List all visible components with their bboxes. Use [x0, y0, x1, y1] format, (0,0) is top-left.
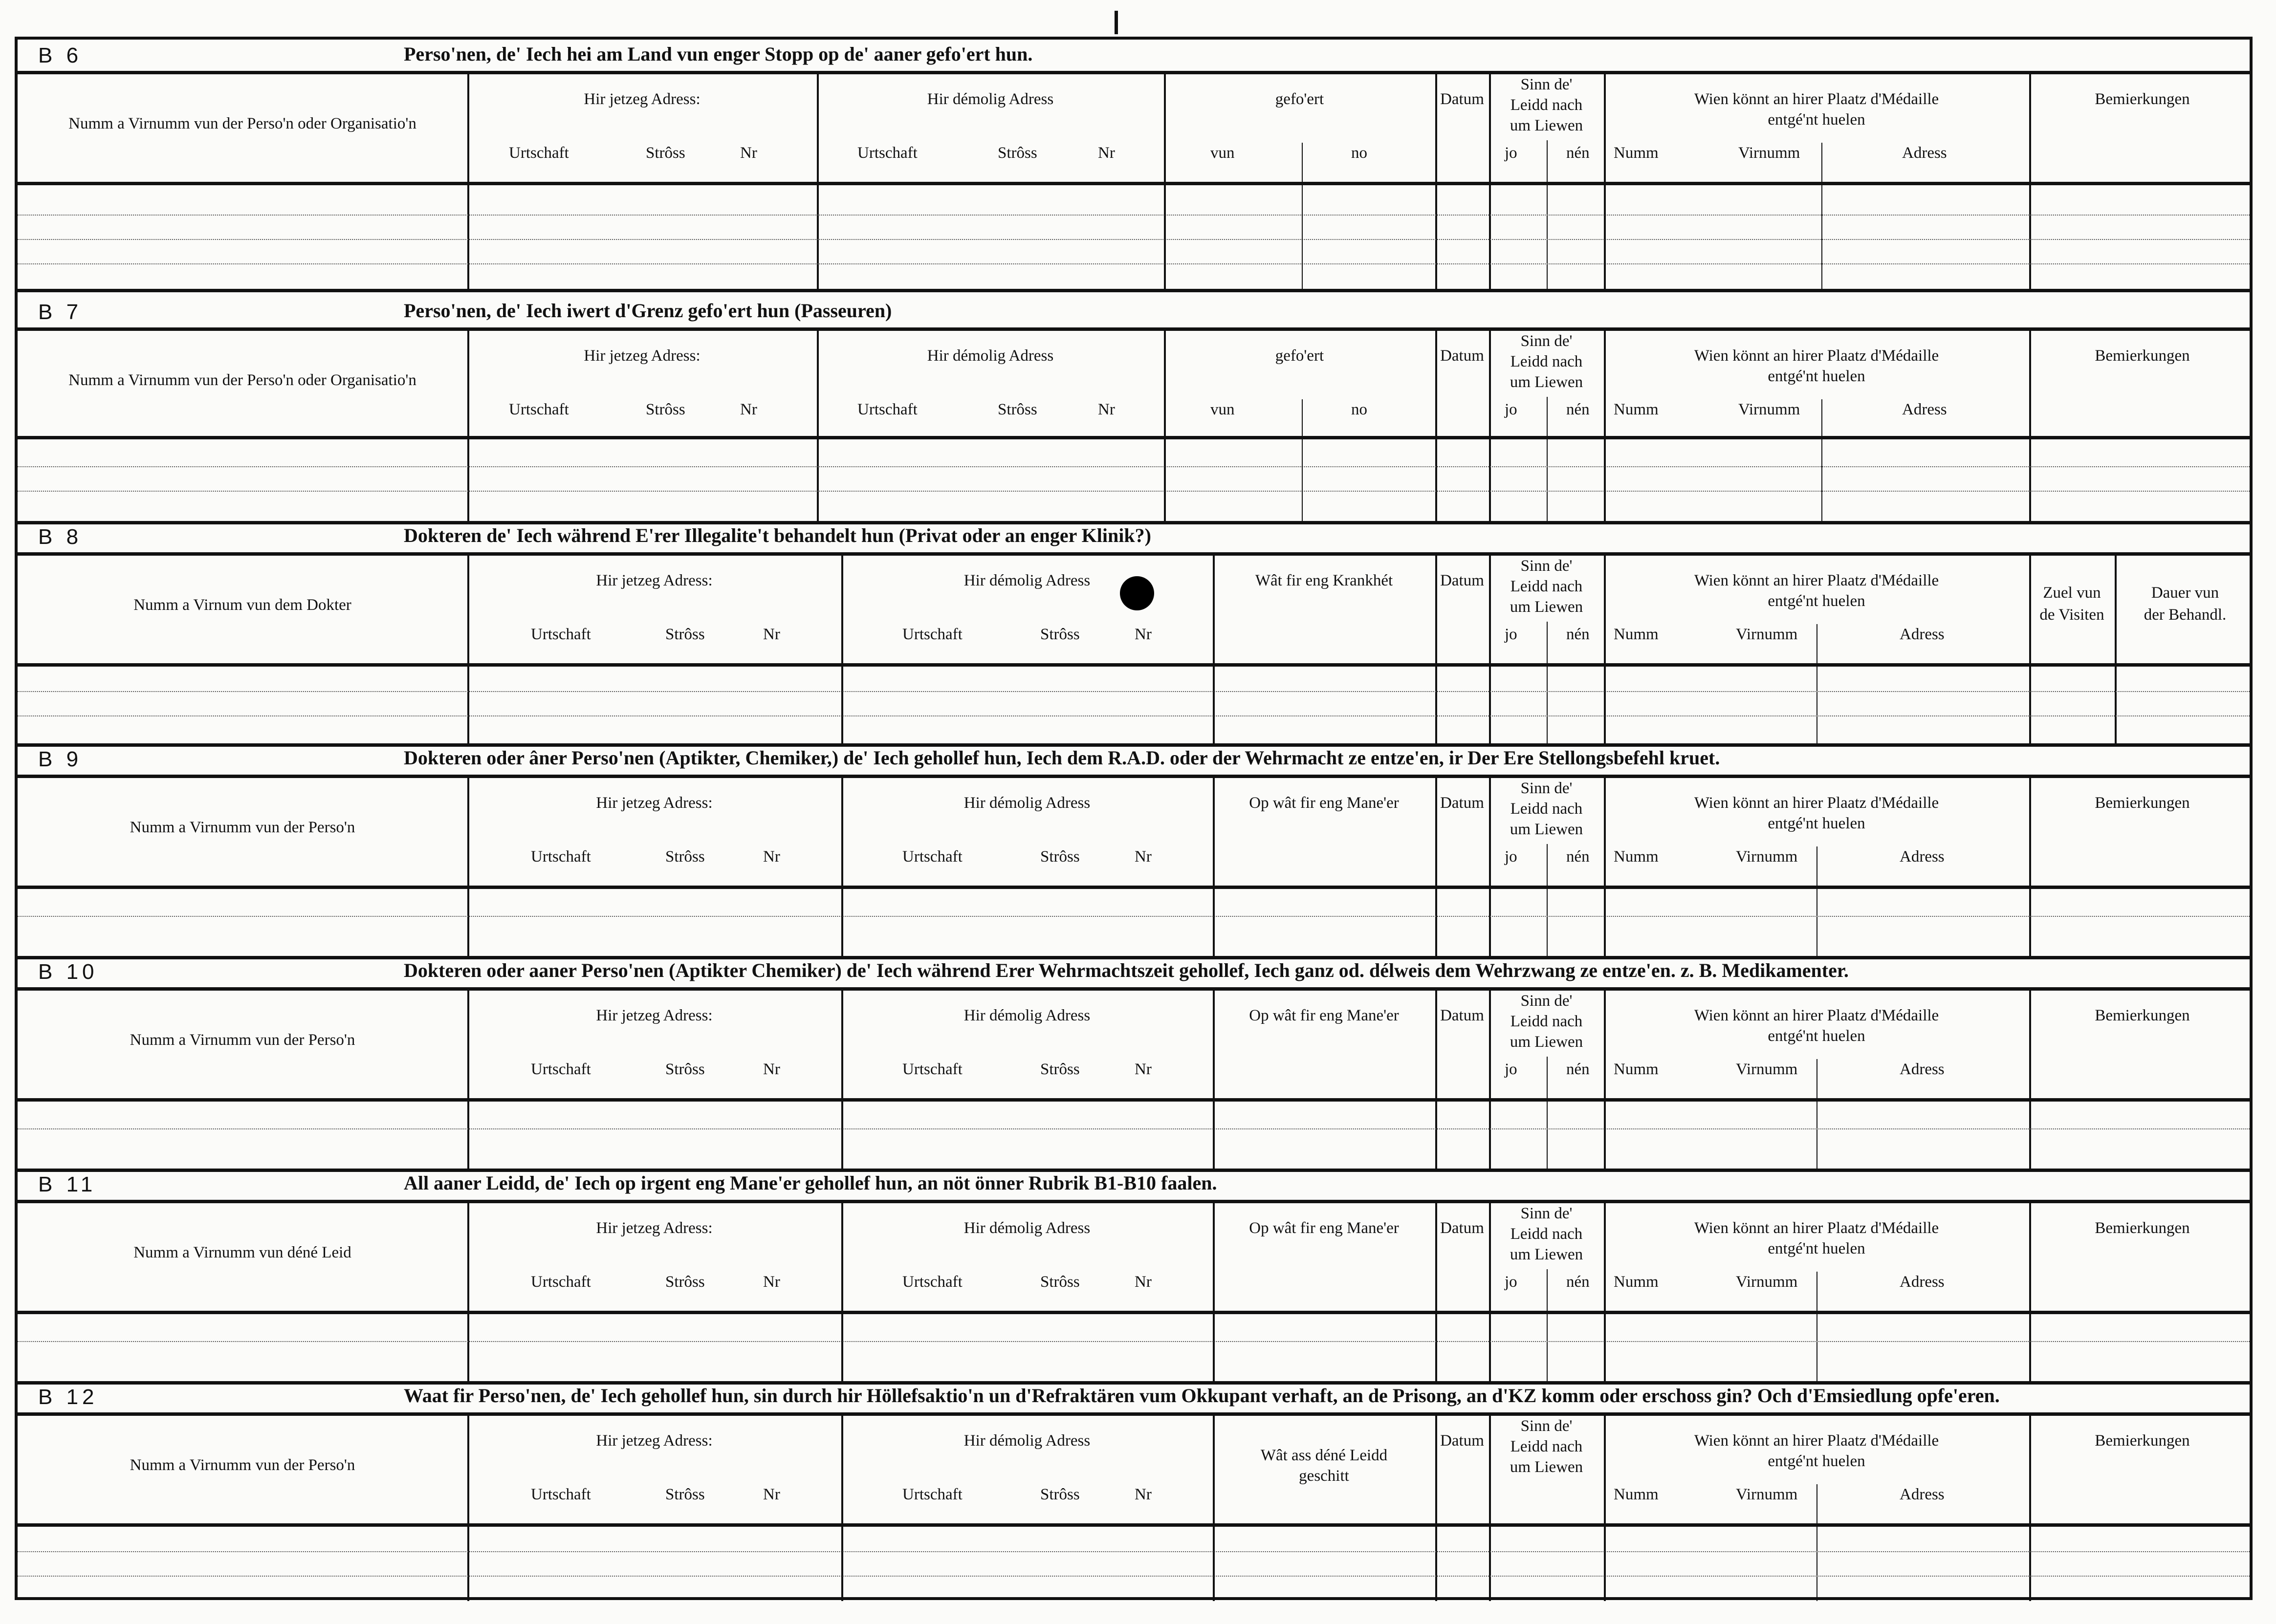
- town-label: Urtschaft: [531, 1486, 591, 1503]
- name-column-label: Numm a Virnumm vun der Perso'n: [130, 1031, 355, 1049]
- town-label: Urtschaft: [857, 401, 918, 418]
- address-label: Adress: [1902, 401, 1947, 418]
- street-label: Strôss: [646, 401, 685, 418]
- surname-label: Numm: [1614, 144, 1659, 162]
- date-label: Datum: [1440, 1219, 1484, 1237]
- section-code: B 10: [38, 960, 98, 984]
- visits-label-1: Zuel vun: [2043, 584, 2101, 602]
- town-label: Urtschaft: [902, 1486, 963, 1503]
- remarks-label: Bemierkungen: [2095, 1432, 2190, 1450]
- medal-label-1: Wien könnt an hirer Plaatz d'Médaille: [1694, 90, 1939, 108]
- address-label: Adress: [1902, 144, 1947, 162]
- entry-rows[interactable]: [18, 889, 2250, 959]
- section-b7: [18, 296, 2250, 521]
- remarks-label: Bemierkungen: [2095, 90, 2190, 108]
- yes-label: jo: [1505, 1061, 1517, 1078]
- alive-label-1: Sinn de': [1520, 780, 1573, 797]
- name-column-label: Numm a Virnumm vun déné Leid: [133, 1244, 351, 1261]
- section-code: B 6: [38, 43, 83, 67]
- how-label: Op wât fir eng Mane'er: [1249, 794, 1399, 812]
- name-column-label: Numm a Virnumm vun der Perso'n: [130, 1456, 355, 1474]
- no-label: nén: [1566, 1273, 1590, 1291]
- town-label: Urtschaft: [531, 848, 591, 866]
- entry-rows[interactable]: [18, 667, 2250, 747]
- alive-label-2: Leidd nach: [1510, 353, 1583, 370]
- nr-label: Nr: [1135, 1273, 1152, 1291]
- from-label: vun: [1210, 144, 1235, 162]
- column-header-row: [18, 1416, 2250, 1527]
- what-happened-label-2: geschitt: [1299, 1467, 1349, 1485]
- yes-label: jo: [1505, 626, 1517, 643]
- no-label: nén: [1566, 144, 1590, 162]
- name-column-label: Numm a Virnumm vun der Perso'n oder Organisatio'n: [68, 371, 416, 389]
- duration-label-1: Dauer vun: [2151, 584, 2219, 602]
- date-label: Datum: [1440, 572, 1484, 589]
- section-b8-header: [18, 521, 2250, 556]
- date-label: Datum: [1440, 1432, 1484, 1450]
- street-label: Strôss: [646, 144, 685, 162]
- yes-label: jo: [1505, 144, 1517, 162]
- name-column-label: Numm a Virnum vun dem Dokter: [133, 596, 351, 614]
- nr-label: Nr: [763, 1486, 780, 1503]
- section-code: B 9: [38, 747, 83, 771]
- former-address-label: Hir démolig Adress: [963, 1432, 1091, 1450]
- alive-label-2: Leidd nach: [1510, 1225, 1583, 1243]
- visits-label-2: de Visiten: [2039, 606, 2104, 624]
- surname-label: Numm: [1614, 1486, 1659, 1503]
- illness-label: Wât fir eng Krankhét: [1255, 572, 1393, 589]
- alive-label-1: Sinn de': [1520, 992, 1573, 1010]
- date-label: Datum: [1440, 794, 1484, 812]
- section-b6: [18, 40, 2250, 289]
- section-title: Waat fir Perso'nen, de' Iech gehollef hun, sin durch hir Höllefsaktio'n un d'Refraktären vum Okkupant verhaft, an de Prisong, an d'KZ komm oder erschoss gin? Och d'Emsiedlung opfe'eren.: [404, 1385, 2000, 1407]
- section-b9-header: [18, 743, 2250, 778]
- nr-label: Nr: [763, 1273, 780, 1291]
- town-label: Urtschaft: [509, 144, 569, 162]
- no-label: nén: [1566, 1061, 1590, 1078]
- alive-label-3: um Liewen: [1510, 598, 1583, 616]
- no-label: nén: [1566, 401, 1590, 418]
- section-b10-header: [18, 956, 2250, 991]
- medal-label-1: Wien könnt an hirer Plaatz d'Médaille: [1694, 794, 1939, 812]
- address-label: Adress: [1900, 1273, 1945, 1291]
- section-b9: [18, 743, 2250, 956]
- current-address-label: Hir jetzeg Adress:: [584, 90, 700, 108]
- alive-label-2: Leidd nach: [1510, 800, 1583, 818]
- former-address-label: Hir démolig Adress: [963, 1219, 1091, 1237]
- nr-label: Nr: [740, 144, 757, 162]
- former-address-label: Hir démolig Adress: [927, 347, 1054, 365]
- firstname-label: Virnumm: [1736, 1486, 1798, 1503]
- section-code: B 12: [38, 1385, 98, 1409]
- town-label: Urtschaft: [531, 1273, 591, 1291]
- nr-label: Nr: [763, 1061, 780, 1078]
- former-address-label: Hir démolig Adress: [963, 1007, 1091, 1024]
- section-b11-header: [18, 1169, 2250, 1203]
- address-label: Adress: [1900, 848, 1945, 866]
- nr-label: Nr: [763, 848, 780, 866]
- town-label: Urtschaft: [902, 848, 963, 866]
- nr-label: Nr: [763, 626, 780, 643]
- surname-label: Numm: [1614, 1273, 1659, 1291]
- section-title: Dokteren oder aaner Perso'nen (Aptikter Chemiker) de' Iech während Erer Wehrmachtszeit gehollef, Iech ganz od. délweis dem Wehrzwang ze entze'en. z. B. Medikamenter.: [404, 959, 1849, 981]
- street-label: Strôss: [1040, 626, 1080, 643]
- alive-label-2: Leidd nach: [1510, 1013, 1583, 1030]
- section-b8: [18, 521, 2250, 743]
- street-label: Strôss: [1040, 1486, 1080, 1503]
- entry-rows[interactable]: [18, 1102, 2250, 1172]
- transported-label: gefo'ert: [1275, 90, 1324, 108]
- alive-label-1: Sinn de': [1520, 557, 1573, 575]
- former-address-label: Hir démolig Adress: [927, 90, 1054, 108]
- section-title: Dokteren oder âner Perso'nen (Aptikter, Chemiker,) de' Iech gehollef hun, Iech dem R.A.D. oder der Wehrmacht ze entze'en, ir Der Ere Stellongsbefehl kruet.: [404, 747, 1720, 769]
- nr-label: Nr: [1135, 1061, 1152, 1078]
- remarks-label: Bemierkungen: [2095, 1007, 2190, 1024]
- address-label: Adress: [1900, 1061, 1945, 1078]
- section-code: B 7: [38, 300, 83, 324]
- transported-label: gefo'ert: [1275, 347, 1324, 365]
- column-header-row: [18, 991, 2250, 1102]
- street-label: Strôss: [1040, 1273, 1080, 1291]
- alive-label-3: um Liewen: [1510, 821, 1583, 838]
- top-tick-mark: [1115, 11, 1118, 34]
- address-label: Adress: [1900, 626, 1945, 643]
- current-address-label: Hir jetzeg Adress:: [596, 572, 713, 589]
- alive-label-3: um Liewen: [1510, 1033, 1583, 1051]
- how-label: Op wât fir eng Mane'er: [1249, 1007, 1399, 1024]
- medal-label-2: entgé'nt huelen: [1768, 111, 1865, 129]
- nr-label: Nr: [1135, 848, 1152, 866]
- alive-label-1: Sinn de': [1520, 1417, 1573, 1435]
- current-address-label: Hir jetzeg Adress:: [596, 1432, 713, 1450]
- street-label: Strôss: [665, 626, 705, 643]
- how-label: Op wât fir eng Mane'er: [1249, 1219, 1399, 1237]
- entry-rows[interactable]: [18, 439, 2250, 524]
- firstname-label: Virnumm: [1736, 1061, 1798, 1078]
- what-happened-label-1: Wât ass déné Leidd: [1260, 1447, 1388, 1464]
- to-label: no: [1351, 401, 1367, 418]
- town-label: Urtschaft: [902, 626, 963, 643]
- alive-label-2: Leidd nach: [1510, 578, 1583, 595]
- entry-rows[interactable]: [18, 1527, 2250, 1601]
- nr-label: Nr: [740, 401, 757, 418]
- medal-label-2: entgé'nt huelen: [1768, 368, 1865, 385]
- nr-label: Nr: [1135, 626, 1152, 643]
- town-label: Urtschaft: [531, 1061, 591, 1078]
- former-address-label: Hir démolig Adress: [963, 572, 1091, 589]
- current-address-label: Hir jetzeg Adress:: [596, 1007, 713, 1024]
- section-b12-header: [18, 1381, 2250, 1416]
- column-header-row: [18, 556, 2250, 667]
- column-header-row: [18, 778, 2250, 889]
- medal-label-1: Wien könnt an hirer Plaatz d'Médaille: [1694, 347, 1939, 365]
- address-label: Adress: [1900, 1486, 1945, 1503]
- street-label: Strôss: [665, 1486, 705, 1503]
- medal-label-2: entgé'nt huelen: [1768, 1240, 1865, 1257]
- section-title: Dokteren de' Iech während E'rer Illegalite't behandelt hun (Privat oder an enger Klinik?): [404, 524, 1151, 546]
- medal-label-1: Wien könnt an hirer Plaatz d'Médaille: [1694, 1007, 1939, 1024]
- firstname-label: Virnumm: [1736, 848, 1798, 866]
- medal-label-1: Wien könnt an hirer Plaatz d'Médaille: [1694, 572, 1939, 589]
- form-sheet: [15, 37, 2253, 1598]
- section-code: B 8: [38, 525, 83, 549]
- former-address-label: Hir démolig Adress: [963, 794, 1091, 812]
- street-label: Strôss: [998, 401, 1037, 418]
- section-b7-header: [18, 296, 2250, 331]
- from-label: vun: [1210, 401, 1235, 418]
- date-label: Datum: [1440, 347, 1484, 365]
- firstname-label: Virnumm: [1736, 626, 1798, 643]
- nr-label: Nr: [1098, 144, 1115, 162]
- alive-label-3: um Liewen: [1510, 1458, 1583, 1476]
- alive-label-3: um Liewen: [1510, 117, 1583, 134]
- town-label: Urtschaft: [509, 401, 569, 418]
- section-b11: [18, 1169, 2250, 1381]
- remarks-label: Bemierkungen: [2095, 1219, 2190, 1237]
- duration-label-2: der Behandl.: [2144, 606, 2227, 624]
- firstname-label: Virnumm: [1738, 401, 1800, 418]
- section-b6-header: [18, 40, 2250, 74]
- town-label: Urtschaft: [902, 1061, 963, 1078]
- surname-label: Numm: [1614, 848, 1659, 866]
- column-header-row: [18, 331, 2250, 439]
- yes-label: jo: [1505, 848, 1517, 866]
- alive-label-2: Leidd nach: [1510, 1438, 1583, 1455]
- medal-label-2: entgé'nt huelen: [1768, 592, 1865, 610]
- street-label: Strôss: [665, 1273, 705, 1291]
- street-label: Strôss: [665, 1061, 705, 1078]
- alive-label-1: Sinn de': [1520, 1205, 1573, 1222]
- nr-label: Nr: [1098, 401, 1115, 418]
- medal-label-2: entgé'nt huelen: [1768, 815, 1865, 832]
- column-header-row: [18, 74, 2250, 185]
- current-address-label: Hir jetzeg Adress:: [596, 794, 713, 812]
- yes-label: jo: [1505, 401, 1517, 418]
- column-header-row: [18, 1203, 2250, 1314]
- firstname-label: Virnumm: [1736, 1273, 1798, 1291]
- alive-label-1: Sinn de': [1520, 332, 1573, 350]
- name-column-label: Numm a Virnumm vun der Perso'n oder Organisatio'n: [68, 115, 416, 132]
- current-address-label: Hir jetzeg Adress:: [584, 347, 700, 365]
- medal-label-2: entgé'nt huelen: [1768, 1452, 1865, 1470]
- section-b10: [18, 956, 2250, 1169]
- name-column-label: Numm a Virnumm vun der Perso'n: [130, 819, 355, 836]
- surname-label: Numm: [1614, 401, 1659, 418]
- town-label: Urtschaft: [902, 1273, 963, 1291]
- medal-label-1: Wien könnt an hirer Plaatz d'Médaille: [1694, 1219, 1939, 1237]
- alive-label-1: Sinn de': [1520, 76, 1573, 93]
- no-label: nén: [1566, 848, 1590, 866]
- section-title: Perso'nen, de' Iech hei am Land vun enger Stopp op de' aaner gefo'ert hun.: [404, 43, 1033, 65]
- street-label: Strôss: [1040, 1061, 1080, 1078]
- street-label: Strôss: [998, 144, 1037, 162]
- ink-blot: [1120, 576, 1154, 610]
- alive-label-3: um Liewen: [1510, 1246, 1583, 1263]
- remarks-label: Bemierkungen: [2095, 347, 2190, 365]
- date-label: Datum: [1440, 1007, 1484, 1024]
- medal-label-1: Wien könnt an hirer Plaatz d'Médaille: [1694, 1432, 1939, 1450]
- no-label: nén: [1566, 626, 1590, 643]
- remarks-label: Bemierkungen: [2095, 794, 2190, 812]
- section-b12: [18, 1381, 2250, 1601]
- street-label: Strôss: [1040, 848, 1080, 866]
- entry-rows[interactable]: [18, 185, 2250, 292]
- section-title: Perso'nen, de' Iech iwert d'Grenz gefo'ert hun (Passeuren): [404, 300, 892, 322]
- current-address-label: Hir jetzeg Adress:: [596, 1219, 713, 1237]
- yes-label: jo: [1505, 1273, 1517, 1291]
- surname-label: Numm: [1614, 626, 1659, 643]
- town-label: Urtschaft: [857, 144, 918, 162]
- to-label: no: [1351, 144, 1367, 162]
- entry-rows[interactable]: [18, 1314, 2250, 1385]
- alive-label-2: Leidd nach: [1510, 96, 1583, 114]
- medal-label-2: entgé'nt huelen: [1768, 1027, 1865, 1045]
- section-title: All aaner Leidd, de' Iech op irgent eng Mane'er gehollef hun, an nöt önner Rubrik B1-B10 faalen.: [404, 1172, 1217, 1194]
- nr-label: Nr: [1135, 1486, 1152, 1503]
- surname-label: Numm: [1614, 1061, 1659, 1078]
- date-label: Datum: [1440, 90, 1484, 108]
- town-label: Urtschaft: [531, 626, 591, 643]
- street-label: Strôss: [665, 848, 705, 866]
- firstname-label: Virnumm: [1738, 144, 1800, 162]
- section-code: B 11: [38, 1172, 97, 1196]
- sheet-bottom-border: [15, 1597, 2253, 1600]
- alive-label-3: um Liewen: [1510, 373, 1583, 391]
